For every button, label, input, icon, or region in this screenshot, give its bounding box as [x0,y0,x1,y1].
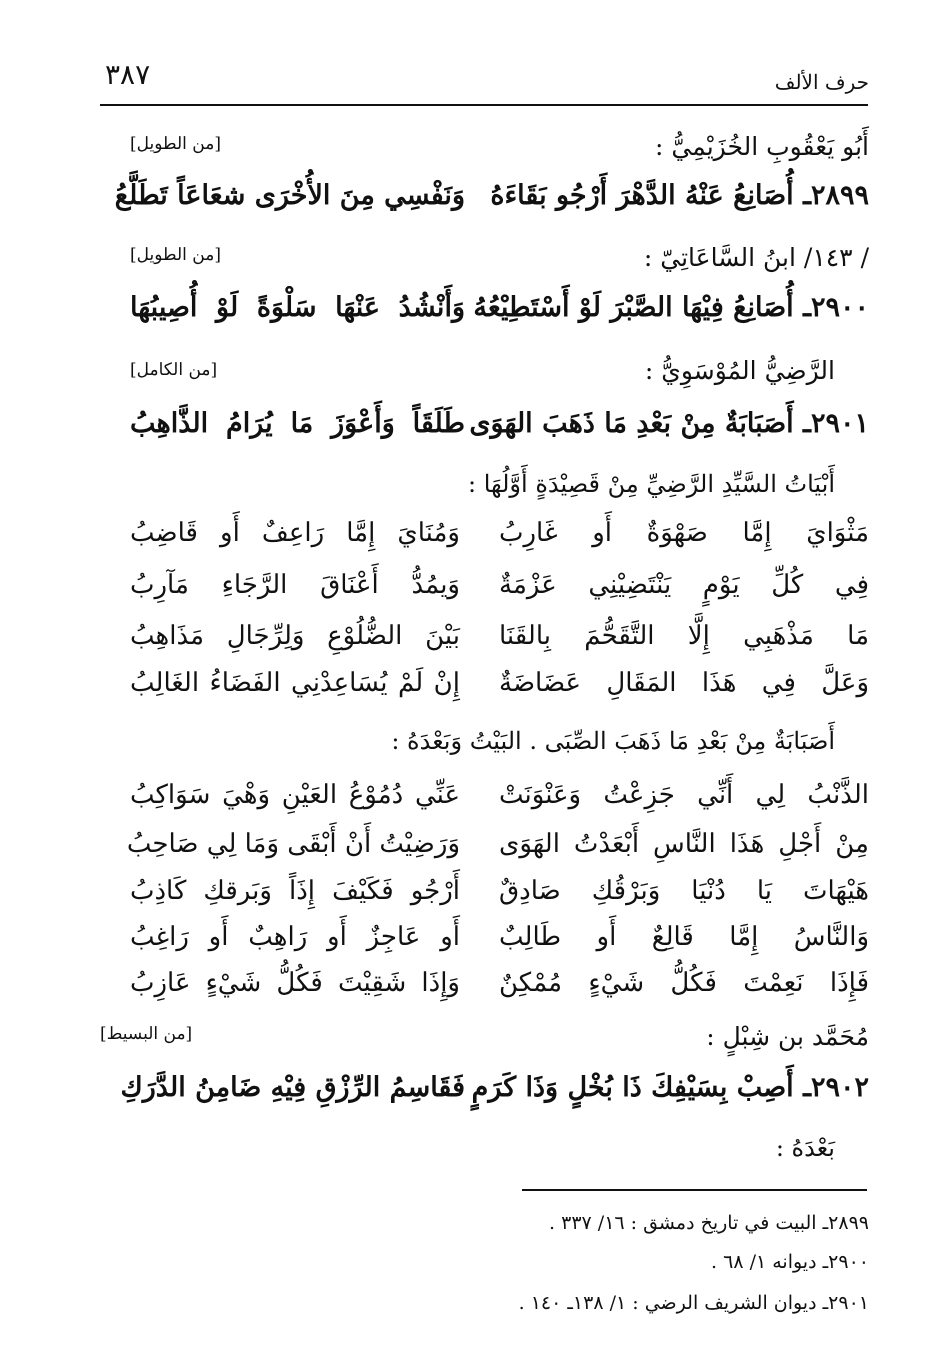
meter-label: [من الطويل] [130,245,221,265]
verse-right: فِي كُلِّ يَوْمٍ يَنْتَضِيْنِي عَزْمَةٌ [499,570,869,600]
verse-left: وَإِذَا شَقِيْتَ فَكُلُّ شَيْءٍ عَازِبُ [130,968,460,998]
footnote: ٢٩٠١ـ ديوان الشريف الرضي : ١/ ١٣٨ـ ١٤٠ . [518,1292,869,1314]
verse-left: أَو عَاجِزٌ أَو رَاهِبٌ أَو رَاغِبُ [130,922,460,952]
meter-label: [من الكامل] [130,360,218,380]
verse-second-hemistich: فَقَاسِمُ الرِّزْقِ فِيْهِ ضَامِنُ الدَّرَكِ [120,1072,465,1103]
verse-right: هَيْهَاتَ يَا دُنْيَا وَبَرْقُكِ صَادِقٌ [499,876,869,906]
meter-label: [من البسيط] [100,1024,193,1044]
verse-second-hemistich: وَأَنْشُدُ عَنْهَا سَلْوَةً لَوْ أُصِيبُهَا [130,292,465,323]
verse-right: وَالنَّاسُ إِمَّا قَالِعٌ أَو طَالِبٌ [499,922,869,952]
verse-right: وَعَلَّ فِي هَذَا المَقَالِ عَضَاضَةٌ [499,668,869,698]
verse-left: وَيمُدُّ أَعْنَاقَ الرَّجَاءِ مَآرِبُ [130,570,460,600]
verse-right: مَثْوَايَ إِمَّا صَهْوَةٌ أَو غَارِبُ [499,518,869,548]
poet-name: / ١٤٣/ ابنُ السَّاعَاتِيّ : [643,243,869,272]
verse-left: بَيْنَ الضُّلُوْعِ وَلِرِّجَالِ مَذَاهِبُ [130,621,460,651]
verse-left: وَمُنَايَ إِمَّا رَاعِفٌ أَو قَاضِبُ [130,518,460,548]
verse-left: أَرْجُو فَكَيْفَ إِذَاً وَبَرقكِ كَاذِبُ [130,876,460,906]
verse-right: فَإِذَا نَعِمْتَ فَكُلُّ شَيْءٍ مُمْكِنٌ [499,968,869,998]
poet-name: مُحَمَّد بن شِبْلٍ : [706,1022,869,1051]
section-intro: أَبْيَاتُ السَّيِّدِ الرَّضِيِّ مِنْ قَصِيْدَةٍ أَوَّلُهَا : [468,470,835,498]
verse-left: وَرَضِيْتُ أَنْ أَبْقَى وَمَا لِي صَاحِبُ [126,829,460,859]
continuation-note: بَعْدَهُ : [775,1134,835,1162]
verse-left: عَنِّي دُمُوْعُ العَيْنِ وَهْيَ سَوَاكِبُ [130,780,460,810]
verse-second-hemistich: وَنَفْسِي مِنَ الأُخْرَى شعَاعَاً تَطَلَّعُ [114,180,465,211]
verse-first-hemistich: ٢٩٠٢ـ أَصِبْ بِسَيْفِكَ ذَا بُخْلٍ وَذَا كَرَمٍ [471,1072,869,1103]
verse-first-hemistich: ٢٨٩٩ـ أُصَانِعُ عَنْهُ الدَّهْرَ أَرْجُو بَقَاءَهُ [490,180,869,211]
verse-right: مِنْ أَجْلِ هَذَا النَّاسِ أَبْعَدْتُ الهَوَى [499,829,869,859]
verse-right: مَا مَذْهَبِي إِلَّا التَّقَحُّمَ بِالقَنَا [499,621,869,651]
meter-label: [من الطويل] [130,134,221,154]
verse-first-hemistich: ٢٩٠١ـ أَصَبَابَةٌ مِنْ بَعْدِ مَا ذَهَبَ الهَوَى [469,408,869,439]
section-intro: أَصَبَابَةٌ مِنْ بَعْدِ مَا ذَهَبَ الصِّبَى . البَيْتُ وَبَعْدَهُ : [391,727,835,755]
verse-first-hemistich: ٢٩٠٠ـ أُصَانِعُ فِيْهَا الصَّبْرَ لَوْ أَسْتَطِيْعُهُ [473,292,869,323]
poet-name: أَبُو يَعْقُوبِ الخُزَيْمِيُّ : [655,132,869,161]
footnote: ٢٨٩٩ـ البيت في تاريخ دمشق : ١٦/ ٣٣٧ . [549,1212,869,1234]
header-rule [100,104,868,106]
verse-right: الذَّنْبُ لِي أَنِّي جَزِعْتُ وَعَنْوَنَتْ [499,780,869,810]
page-number: ٣٨٧ [105,58,151,91]
verse-second-hemistich: طَلَقَاً وَأَعْوَزَ مَا يُرَامُ الذَّاهِبُ [130,408,465,439]
footnote: ٢٩٠٠ـ ديوانه ١/ ٦٨ . [711,1251,869,1273]
poet-name: الرَّضِيُّ المُوْسَوِيُّ : [644,356,835,385]
running-head: حرف الألف [774,70,869,94]
footnote-rule [522,1189,867,1191]
verse-left: إِنْ لَمْ يُسَاعِدْنِي الفَضَاءُ الغَالِبُ [130,668,460,698]
